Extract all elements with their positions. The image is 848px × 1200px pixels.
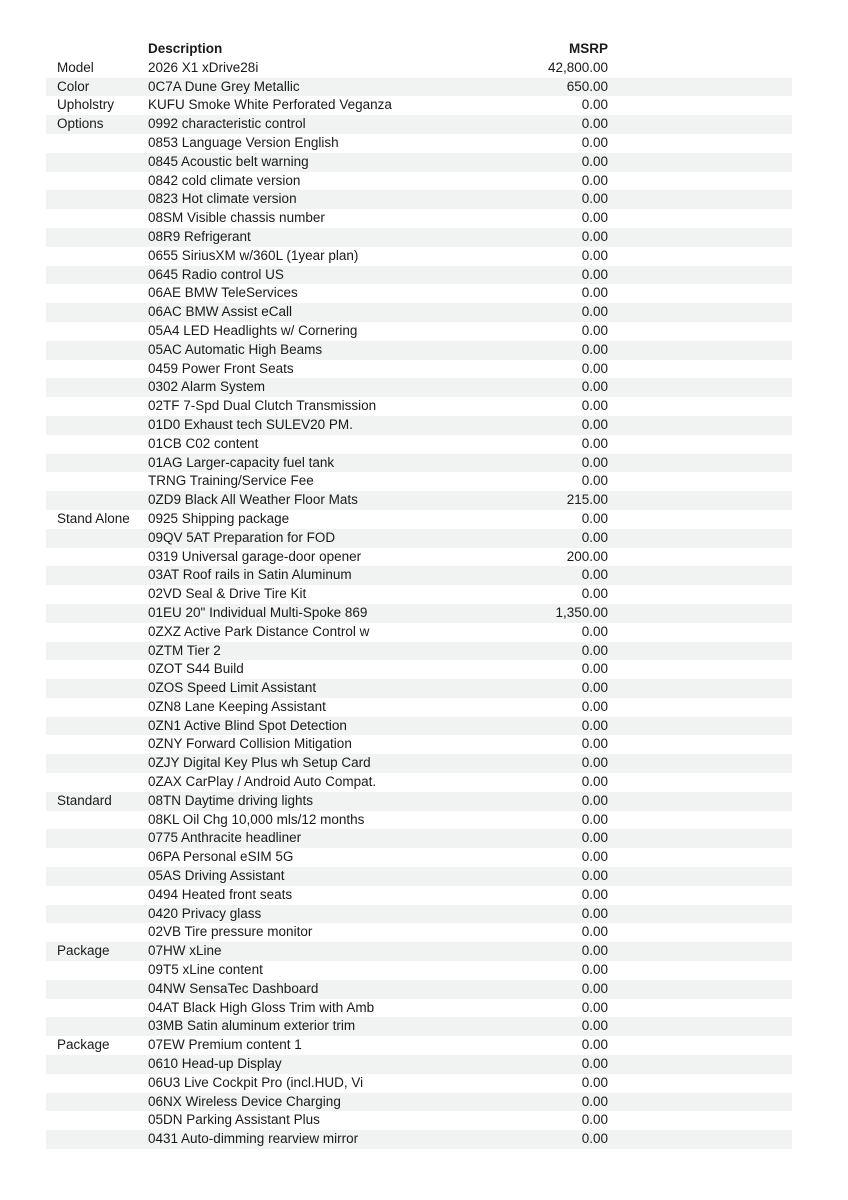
row-msrp-value: 0.00 xyxy=(581,473,608,489)
row-description: 04NW SensaTec Dashboard xyxy=(148,980,319,996)
row-msrp-value: 0.00 xyxy=(581,905,608,921)
row-description: 09T5 xLine content xyxy=(148,962,263,978)
row-msrp-value: 0.00 xyxy=(581,116,608,132)
row-description: 0ZN1 Active Blind Spot Detection xyxy=(148,717,347,733)
row-msrp-value: 0.00 xyxy=(581,153,608,169)
table-row xyxy=(46,604,792,623)
row-msrp-value: 0.00 xyxy=(581,529,608,545)
row-description: 0645 Radio control US xyxy=(148,266,284,282)
row-description: 0431 Auto-dimming rearview mirror xyxy=(148,1131,359,1147)
row-description: 05A4 LED Headlights w/ Cornering xyxy=(148,322,358,338)
row-description: 02VB Tire pressure monitor xyxy=(148,924,313,940)
row-msrp-value: 0.00 xyxy=(581,266,608,282)
row-category-label: Model xyxy=(57,59,94,75)
table-row xyxy=(46,228,792,247)
row-msrp-value: 42,800.00 xyxy=(547,59,608,75)
table-row xyxy=(46,1074,792,1093)
row-msrp-value: 0.00 xyxy=(581,341,608,357)
table-row xyxy=(46,435,792,454)
row-msrp-value: 0.00 xyxy=(581,228,608,244)
row-description: 01D0 Exhaust tech SULEV20 PM. xyxy=(148,416,353,432)
row-description: 04AT Black High Gloss Trim with Amb xyxy=(148,999,375,1015)
row-msrp-value: 0.00 xyxy=(581,924,608,940)
row-description: 0302 Alarm System xyxy=(148,379,266,395)
table-row xyxy=(46,773,792,792)
table-row xyxy=(46,510,792,529)
row-category-label: Package xyxy=(57,943,110,959)
table-row xyxy=(46,360,792,379)
row-msrp-value: 0.00 xyxy=(581,661,608,677)
table-row xyxy=(46,59,792,78)
table-row xyxy=(46,134,792,153)
row-description: 03MB Satin aluminum exterior trim xyxy=(148,1018,356,1034)
row-msrp-value: 0.00 xyxy=(581,830,608,846)
row-msrp-value: 0.00 xyxy=(581,360,608,376)
table-row xyxy=(46,529,792,548)
row-description: 0845 Acoustic belt warning xyxy=(148,153,309,169)
row-description: 0ZJY Digital Key Plus wh Setup Card xyxy=(148,755,371,771)
row-description: 2026 X1 xDrive28i xyxy=(148,59,259,75)
row-msrp-value: 0.00 xyxy=(581,134,608,150)
table-row xyxy=(46,284,792,303)
row-msrp-value: 0.00 xyxy=(581,567,608,583)
row-msrp-value: 0.00 xyxy=(581,191,608,207)
row-msrp-value: 0.00 xyxy=(581,962,608,978)
row-description: 0C7A Dune Grey Metallic xyxy=(148,78,300,94)
row-description: 0853 Language Version English xyxy=(148,134,339,150)
table-row xyxy=(46,679,792,698)
table-row xyxy=(46,735,792,754)
row-description: KUFU Smoke White Perforated Veganza xyxy=(148,97,392,113)
row-msrp-value: 0.00 xyxy=(581,586,608,602)
row-description: 03AT Roof rails in Satin Aluminum xyxy=(148,567,352,583)
row-msrp-value: 0.00 xyxy=(581,1112,608,1128)
row-category-label: Upholstry xyxy=(57,97,115,113)
row-description: 0420 Privacy glass xyxy=(148,905,262,921)
table-row xyxy=(46,886,792,905)
row-msrp-value: 0.00 xyxy=(581,736,608,752)
row-msrp-value: 0.00 xyxy=(581,792,608,808)
row-description: 0842 cold climate version xyxy=(148,172,301,188)
row-description: 0992 characteristic control xyxy=(148,116,306,132)
row-msrp-value: 1,350.00 xyxy=(555,604,608,620)
table-body xyxy=(46,59,792,1149)
row-description: 08R9 Refrigerant xyxy=(148,228,251,244)
row-description: 06AC BMW Assist eCall xyxy=(148,304,293,320)
row-description: 08SM Visible chassis number xyxy=(148,210,325,226)
table-row xyxy=(46,754,792,773)
row-description: 0775 Anthracite headliner xyxy=(148,830,302,846)
table-row xyxy=(46,566,792,585)
table-row xyxy=(46,999,792,1018)
row-description: 0ZD9 Black All Weather Floor Mats xyxy=(148,492,358,508)
table-row xyxy=(46,322,792,341)
table-row xyxy=(46,247,792,266)
table-row xyxy=(46,1017,792,1036)
row-description: 0459 Power Front Seats xyxy=(148,360,294,376)
table-row xyxy=(46,472,792,491)
row-description: 0823 Hot climate version xyxy=(148,191,297,207)
row-category-label: Color xyxy=(57,78,90,94)
row-msrp-value: 0.00 xyxy=(581,1056,608,1072)
row-description: 0925 Shipping package xyxy=(148,510,290,526)
table-row xyxy=(46,454,792,473)
row-description: 0ZNY Forward Collision Mitigation xyxy=(148,736,352,752)
table-row xyxy=(46,397,792,416)
table-row xyxy=(46,867,792,886)
table-row xyxy=(46,848,792,867)
row-description: 06NX Wireless Device Charging xyxy=(148,1093,341,1109)
table-row xyxy=(46,585,792,604)
row-msrp-value: 0.00 xyxy=(581,416,608,432)
row-msrp-value: 0.00 xyxy=(581,717,608,733)
row-description: 0494 Heated front seats xyxy=(148,886,293,902)
row-msrp-value: 0.00 xyxy=(581,304,608,320)
table-row xyxy=(46,153,792,172)
row-msrp-value: 0.00 xyxy=(581,811,608,827)
table-row xyxy=(46,548,792,567)
table-row xyxy=(46,1055,792,1074)
row-msrp-value: 0.00 xyxy=(581,510,608,526)
row-msrp-value: 0.00 xyxy=(581,623,608,639)
row-msrp-value: 0.00 xyxy=(581,943,608,959)
row-msrp-value: 200.00 xyxy=(566,548,608,564)
row-category-label: Standard xyxy=(57,792,112,808)
row-msrp-value: 215.00 xyxy=(566,492,608,508)
table-row xyxy=(46,923,792,942)
row-description: 01AG Larger-capacity fuel tank xyxy=(148,454,335,470)
row-description: 02TF 7-Spd Dual Clutch Transmission xyxy=(148,398,377,414)
row-description: 0ZN8 Lane Keeping Assistant xyxy=(148,698,326,714)
row-msrp-value: 0.00 xyxy=(581,172,608,188)
row-msrp-value: 0.00 xyxy=(581,398,608,414)
column-header-description: Description xyxy=(148,41,223,56)
row-msrp-value: 0.00 xyxy=(581,999,608,1015)
row-msrp-value: 650.00 xyxy=(566,78,608,94)
row-description: 0ZTM Tier 2 xyxy=(148,642,221,658)
column-header-msrp: MSRP xyxy=(568,41,608,56)
row-description: 06U3 Live Cockpit Pro (incl.HUD, Vi xyxy=(148,1074,364,1090)
table-row xyxy=(46,980,792,999)
row-description: TRNG Training/Service Fee xyxy=(148,473,314,489)
table-row xyxy=(46,115,792,134)
table-row xyxy=(46,811,792,830)
table-row xyxy=(46,961,792,980)
table-row xyxy=(46,942,792,961)
row-description: 06AE BMW TeleServices xyxy=(148,285,298,301)
table-row xyxy=(46,416,792,435)
row-msrp-value: 0.00 xyxy=(581,285,608,301)
row-description: 05AC Automatic High Beams xyxy=(148,341,323,357)
row-description: 05AS Driving Assistant xyxy=(148,868,285,884)
table-row xyxy=(46,698,792,717)
row-msrp-value: 0.00 xyxy=(581,379,608,395)
table-row xyxy=(46,1130,792,1149)
row-msrp-value: 0.00 xyxy=(581,980,608,996)
table-row xyxy=(46,209,792,228)
table-header-row xyxy=(46,40,792,59)
row-msrp-value: 0.00 xyxy=(581,849,608,865)
row-description: 09QV 5AT Preparation for FOD xyxy=(148,529,336,545)
row-description: 06PA Personal eSIM 5G xyxy=(148,849,294,865)
row-description: 01EU 20" Individual Multi-Spoke 869 xyxy=(148,604,368,620)
table-row xyxy=(46,623,792,642)
row-msrp-value: 0.00 xyxy=(581,886,608,902)
row-category-label: Options xyxy=(57,116,104,132)
row-msrp-value: 0.00 xyxy=(581,97,608,113)
table-row xyxy=(46,378,792,397)
row-msrp-value: 0.00 xyxy=(581,1074,608,1090)
table-row xyxy=(46,266,792,285)
table-row xyxy=(46,1093,792,1112)
table-row xyxy=(46,792,792,811)
table-row xyxy=(46,96,792,115)
row-description: 0ZOS Speed Limit Assistant xyxy=(148,680,317,696)
table-row xyxy=(46,491,792,510)
row-category-label: Stand Alone xyxy=(57,510,130,526)
row-msrp-value: 0.00 xyxy=(581,210,608,226)
table-row xyxy=(46,660,792,679)
row-description: 0610 Head-up Display xyxy=(148,1056,282,1072)
row-description: 07HW xLine xyxy=(148,943,222,959)
table-row xyxy=(46,905,792,924)
row-description: 01CB C02 content xyxy=(148,435,259,451)
table-row xyxy=(46,78,792,97)
row-description: 07EW Premium content 1 xyxy=(148,1037,302,1053)
row-msrp-value: 0.00 xyxy=(581,698,608,714)
table-row xyxy=(46,717,792,736)
row-msrp-value: 0.00 xyxy=(581,454,608,470)
row-msrp-value: 0.00 xyxy=(581,1131,608,1147)
table-row xyxy=(46,829,792,848)
table-row xyxy=(46,1036,792,1055)
row-msrp-value: 0.00 xyxy=(581,1037,608,1053)
row-msrp-value: 0.00 xyxy=(581,322,608,338)
table-row xyxy=(46,341,792,360)
row-description: 0ZOT S44 Build xyxy=(148,661,244,677)
table-row xyxy=(46,303,792,322)
row-description: 0ZAX CarPlay / Android Auto Compat. xyxy=(148,774,377,790)
table-row xyxy=(46,190,792,209)
row-msrp-value: 0.00 xyxy=(581,868,608,884)
table-row xyxy=(46,172,792,191)
row-description: 05DN Parking Assistant Plus xyxy=(148,1112,320,1128)
row-description: 0ZXZ Active Park Distance Control w xyxy=(148,623,370,639)
row-msrp-value: 0.00 xyxy=(581,755,608,771)
table-row xyxy=(46,1111,792,1130)
table-row xyxy=(46,642,792,661)
row-msrp-value: 0.00 xyxy=(581,774,608,790)
row-description: 0655 SiriusXM w/360L (1year plan) xyxy=(148,247,359,263)
row-msrp-value: 0.00 xyxy=(581,680,608,696)
row-msrp-value: 0.00 xyxy=(581,247,608,263)
row-msrp-value: 0.00 xyxy=(581,1093,608,1109)
row-description: 08TN Daytime driving lights xyxy=(148,792,314,808)
row-description: 0319 Universal garage-door opener xyxy=(148,548,362,564)
row-msrp-value: 0.00 xyxy=(581,1018,608,1034)
row-msrp-value: 0.00 xyxy=(581,435,608,451)
vehicle-options-price-table xyxy=(46,40,792,1149)
row-description: 02VD Seal & Drive Tire Kit xyxy=(148,586,307,602)
row-msrp-value: 0.00 xyxy=(581,642,608,658)
row-category-label: Package xyxy=(57,1037,110,1053)
row-description: 08KL Oil Chg 10,000 mls/12 months xyxy=(148,811,365,827)
